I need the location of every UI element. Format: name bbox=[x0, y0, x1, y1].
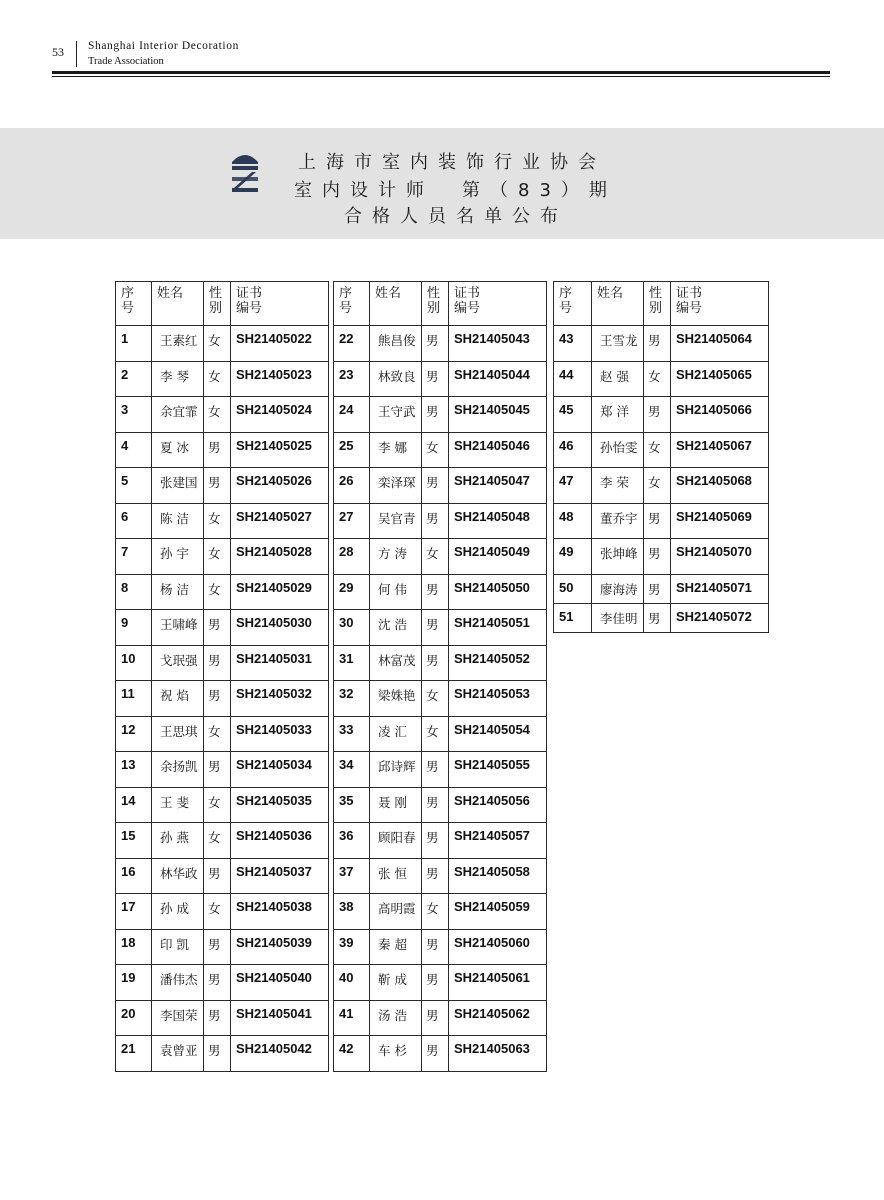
gender-cell: 男 bbox=[204, 610, 231, 646]
name-cell: 余宜霏 bbox=[152, 397, 204, 433]
cert-number-cell: SH21405025 bbox=[231, 432, 329, 468]
seq-cell: 47 bbox=[554, 468, 592, 504]
table-row bbox=[334, 574, 547, 610]
name-cell: 廖海涛 bbox=[592, 574, 644, 603]
seq-cell: 1 bbox=[116, 326, 152, 362]
gender-cell: 男 bbox=[204, 432, 231, 468]
gender-cell: 女 bbox=[644, 361, 671, 397]
name-cell: 杨 洁 bbox=[152, 574, 204, 610]
name-cell: 王啸峰 bbox=[152, 610, 204, 646]
name-cell: 孙 燕 bbox=[152, 823, 204, 859]
table-row bbox=[554, 539, 769, 575]
name-cell: 李佳明 bbox=[592, 603, 644, 632]
gender-cell: 男 bbox=[422, 752, 449, 788]
cert-number-cell: SH21405051 bbox=[449, 610, 547, 646]
seq-cell: 35 bbox=[334, 787, 370, 823]
name-cell: 梁姝艳 bbox=[370, 681, 422, 717]
name-cell: 陈 洁 bbox=[152, 503, 204, 539]
page-number: 53 bbox=[52, 45, 64, 59]
table-row bbox=[116, 752, 329, 788]
name-cell: 李 琴 bbox=[152, 361, 204, 397]
gender-cell: 男 bbox=[422, 574, 449, 610]
cert-number-cell: SH21405049 bbox=[449, 539, 547, 575]
name-cell: 熊昌俊 bbox=[370, 326, 422, 362]
table-row bbox=[554, 468, 769, 504]
seq-cell: 12 bbox=[116, 716, 152, 752]
table-row bbox=[116, 397, 329, 433]
gender-cell: 男 bbox=[204, 681, 231, 717]
table-row bbox=[554, 432, 769, 468]
name-cell: 孙怡雯 bbox=[592, 432, 644, 468]
table-row bbox=[116, 929, 329, 965]
gender-cell: 男 bbox=[422, 610, 449, 646]
gender-cell: 女 bbox=[204, 361, 231, 397]
cert-number-cell: SH21405047 bbox=[449, 468, 547, 504]
cert-number-cell: SH21405070 bbox=[671, 539, 769, 575]
cert-number-cell: SH21405048 bbox=[449, 503, 547, 539]
name-cell: 秦 超 bbox=[370, 929, 422, 965]
table-row bbox=[334, 787, 547, 823]
seq-cell: 31 bbox=[334, 645, 370, 681]
association-logo-icon bbox=[226, 150, 264, 194]
gender-cell: 男 bbox=[422, 787, 449, 823]
cert-number-cell: SH21405023 bbox=[231, 361, 329, 397]
gender-cell: 女 bbox=[422, 894, 449, 930]
seq-cell: 37 bbox=[334, 858, 370, 894]
header-row bbox=[554, 282, 769, 326]
title-line-2: 室内设计师 第（83）期 bbox=[294, 180, 617, 201]
seq-cell: 7 bbox=[116, 539, 152, 575]
gender-cell: 男 bbox=[644, 503, 671, 539]
seq-cell: 41 bbox=[334, 1000, 370, 1036]
gender-cell: 男 bbox=[644, 326, 671, 362]
cert-number-cell: SH21405065 bbox=[671, 361, 769, 397]
gender-cell: 男 bbox=[204, 965, 231, 1001]
table-row bbox=[116, 361, 329, 397]
name-cell: 夏 冰 bbox=[152, 432, 204, 468]
cert-number-cell: SH21405031 bbox=[231, 645, 329, 681]
name-cell: 王雪龙 bbox=[592, 326, 644, 362]
table-row bbox=[334, 752, 547, 788]
gender-cell: 男 bbox=[422, 858, 449, 894]
cert-number-cell: SH21405024 bbox=[231, 397, 329, 433]
seq-cell: 32 bbox=[334, 681, 370, 717]
seq-cell: 11 bbox=[116, 681, 152, 717]
cert-number-cell: SH21405058 bbox=[449, 858, 547, 894]
name-cell: 孙 宇 bbox=[152, 539, 204, 575]
header-gender: 性 别 bbox=[644, 282, 671, 326]
seq-cell: 30 bbox=[334, 610, 370, 646]
table-row bbox=[554, 326, 769, 362]
cert-number-cell: SH21405053 bbox=[449, 681, 547, 717]
cert-number-cell: SH21405057 bbox=[449, 823, 547, 859]
name-cell: 栾泽琛 bbox=[370, 468, 422, 504]
table-row bbox=[554, 603, 769, 632]
seq-cell: 36 bbox=[334, 823, 370, 859]
gender-cell: 女 bbox=[644, 432, 671, 468]
table-row bbox=[116, 645, 329, 681]
table-row bbox=[116, 716, 329, 752]
seq-cell: 21 bbox=[116, 1036, 152, 1072]
gender-cell: 女 bbox=[204, 539, 231, 575]
cert-number-cell: SH21405044 bbox=[449, 361, 547, 397]
gender-cell: 男 bbox=[422, 1036, 449, 1072]
seq-cell: 45 bbox=[554, 397, 592, 433]
header-row bbox=[116, 282, 329, 326]
seq-cell: 9 bbox=[116, 610, 152, 646]
seq-cell: 28 bbox=[334, 539, 370, 575]
cert-number-cell: SH21405055 bbox=[449, 752, 547, 788]
cert-number-cell: SH21405028 bbox=[231, 539, 329, 575]
seq-cell: 42 bbox=[334, 1036, 370, 1072]
cert-number-cell: SH21405064 bbox=[671, 326, 769, 362]
header-divider bbox=[76, 41, 77, 67]
seq-cell: 44 bbox=[554, 361, 592, 397]
gender-cell: 男 bbox=[204, 752, 231, 788]
cert-number-cell: SH21405035 bbox=[231, 787, 329, 823]
table-row bbox=[334, 361, 547, 397]
cert-number-cell: SH21405037 bbox=[231, 858, 329, 894]
header-row bbox=[334, 282, 547, 326]
cert-number-cell: SH21405061 bbox=[449, 965, 547, 1001]
cert-number-cell: SH21405054 bbox=[449, 716, 547, 752]
seq-cell: 24 bbox=[334, 397, 370, 433]
cert-number-cell: SH21405069 bbox=[671, 503, 769, 539]
name-cell: 王思琪 bbox=[152, 716, 204, 752]
header-rule-thin bbox=[52, 76, 830, 77]
seq-cell: 17 bbox=[116, 894, 152, 930]
table-row bbox=[116, 574, 329, 610]
seq-cell: 22 bbox=[334, 326, 370, 362]
seq-cell: 19 bbox=[116, 965, 152, 1001]
table-row bbox=[116, 1000, 329, 1036]
table-row bbox=[334, 432, 547, 468]
table-row bbox=[334, 645, 547, 681]
cert-number-cell: SH21405034 bbox=[231, 752, 329, 788]
cert-number-cell: SH21405046 bbox=[449, 432, 547, 468]
name-cell: 吴官青 bbox=[370, 503, 422, 539]
table-row bbox=[116, 965, 329, 1001]
cert-number-cell: SH21405027 bbox=[231, 503, 329, 539]
seq-cell: 43 bbox=[554, 326, 592, 362]
cert-number-cell: SH21405063 bbox=[449, 1036, 547, 1072]
header-rule-thick bbox=[52, 71, 830, 74]
cert-number-cell: SH21405029 bbox=[231, 574, 329, 610]
table-row bbox=[116, 610, 329, 646]
seq-cell: 18 bbox=[116, 929, 152, 965]
gender-cell: 男 bbox=[422, 965, 449, 1001]
cert-number-cell: SH21405072 bbox=[671, 603, 769, 632]
gender-cell: 男 bbox=[644, 603, 671, 632]
cert-number-cell: SH21405033 bbox=[231, 716, 329, 752]
roster-table-2 bbox=[333, 281, 547, 1072]
name-cell: 郑 洋 bbox=[592, 397, 644, 433]
name-cell: 张建国 bbox=[152, 468, 204, 504]
header-seq: 序 号 bbox=[116, 282, 152, 326]
gender-cell: 男 bbox=[422, 326, 449, 362]
table-row bbox=[554, 397, 769, 433]
gender-cell: 女 bbox=[204, 326, 231, 362]
gender-cell: 女 bbox=[204, 503, 231, 539]
header-cert: 证书 编号 bbox=[449, 282, 547, 326]
cert-number-cell: SH21405071 bbox=[671, 574, 769, 603]
gender-cell: 女 bbox=[422, 432, 449, 468]
cert-number-cell: SH21405041 bbox=[231, 1000, 329, 1036]
cert-number-cell: SH21405059 bbox=[449, 894, 547, 930]
name-cell: 张坤峰 bbox=[592, 539, 644, 575]
seq-cell: 26 bbox=[334, 468, 370, 504]
name-cell: 林华政 bbox=[152, 858, 204, 894]
header-name: 姓名 bbox=[370, 282, 422, 326]
cert-number-cell: SH21405050 bbox=[449, 574, 547, 610]
roster-table-1 bbox=[115, 281, 329, 1072]
gender-cell: 男 bbox=[204, 645, 231, 681]
cert-number-cell: SH21405040 bbox=[231, 965, 329, 1001]
gender-cell: 男 bbox=[422, 823, 449, 859]
seq-cell: 34 bbox=[334, 752, 370, 788]
table-row bbox=[334, 894, 547, 930]
name-cell: 凌 汇 bbox=[370, 716, 422, 752]
seq-cell: 14 bbox=[116, 787, 152, 823]
seq-cell: 38 bbox=[334, 894, 370, 930]
header-cert: 证书 编号 bbox=[231, 282, 329, 326]
table-row bbox=[334, 929, 547, 965]
name-cell: 顾阳春 bbox=[370, 823, 422, 859]
table-row bbox=[334, 681, 547, 717]
gender-cell: 女 bbox=[204, 787, 231, 823]
roster-table-3 bbox=[553, 281, 769, 633]
name-cell: 祝 焰 bbox=[152, 681, 204, 717]
cert-number-cell: SH21405067 bbox=[671, 432, 769, 468]
name-cell: 王 斐 bbox=[152, 787, 204, 823]
seq-cell: 33 bbox=[334, 716, 370, 752]
gender-cell: 男 bbox=[422, 503, 449, 539]
table-row bbox=[116, 894, 329, 930]
table-row bbox=[116, 1036, 329, 1072]
header-name: 姓名 bbox=[592, 282, 644, 326]
table-row bbox=[334, 1000, 547, 1036]
cert-number-cell: SH21405042 bbox=[231, 1036, 329, 1072]
cert-number-cell: SH21405043 bbox=[449, 326, 547, 362]
header-name: 姓名 bbox=[152, 282, 204, 326]
table-row bbox=[334, 326, 547, 362]
gender-cell: 男 bbox=[204, 468, 231, 504]
table-row bbox=[334, 1036, 547, 1072]
org-name-line1: Shanghai Interior Decoration bbox=[88, 40, 239, 52]
seq-cell: 8 bbox=[116, 574, 152, 610]
name-cell: 何 伟 bbox=[370, 574, 422, 610]
name-cell: 潘伟杰 bbox=[152, 965, 204, 1001]
cert-number-cell: SH21405060 bbox=[449, 929, 547, 965]
seq-cell: 10 bbox=[116, 645, 152, 681]
seq-cell: 48 bbox=[554, 503, 592, 539]
seq-cell: 4 bbox=[116, 432, 152, 468]
name-cell: 赵 强 bbox=[592, 361, 644, 397]
seq-cell: 13 bbox=[116, 752, 152, 788]
name-cell: 戈珉强 bbox=[152, 645, 204, 681]
cert-number-cell: SH21405030 bbox=[231, 610, 329, 646]
name-cell: 余扬凯 bbox=[152, 752, 204, 788]
table-row bbox=[334, 610, 547, 646]
table-row bbox=[554, 503, 769, 539]
table-row bbox=[554, 361, 769, 397]
name-cell: 王素红 bbox=[152, 326, 204, 362]
table-row bbox=[116, 539, 329, 575]
name-cell: 聂 刚 bbox=[370, 787, 422, 823]
name-cell: 李国荣 bbox=[152, 1000, 204, 1036]
cert-number-cell: SH21405036 bbox=[231, 823, 329, 859]
gender-cell: 女 bbox=[204, 823, 231, 859]
cert-number-cell: SH21405068 bbox=[671, 468, 769, 504]
seq-cell: 20 bbox=[116, 1000, 152, 1036]
table-row bbox=[334, 397, 547, 433]
table-row bbox=[334, 503, 547, 539]
cert-number-cell: SH21405052 bbox=[449, 645, 547, 681]
table-row bbox=[116, 432, 329, 468]
name-cell: 汤 浩 bbox=[370, 1000, 422, 1036]
seq-cell: 39 bbox=[334, 929, 370, 965]
table-row bbox=[334, 468, 547, 504]
gender-cell: 男 bbox=[422, 361, 449, 397]
gender-cell: 女 bbox=[422, 681, 449, 717]
name-cell: 孙 成 bbox=[152, 894, 204, 930]
table-row bbox=[116, 681, 329, 717]
name-cell: 林富茂 bbox=[370, 645, 422, 681]
name-cell: 董乔宇 bbox=[592, 503, 644, 539]
cert-number-cell: SH21405038 bbox=[231, 894, 329, 930]
cert-number-cell: SH21405026 bbox=[231, 468, 329, 504]
name-cell: 高明霞 bbox=[370, 894, 422, 930]
name-cell: 方 涛 bbox=[370, 539, 422, 575]
cert-number-cell: SH21405062 bbox=[449, 1000, 547, 1036]
table-row bbox=[334, 539, 547, 575]
name-cell: 林致良 bbox=[370, 361, 422, 397]
cert-number-cell: SH21405066 bbox=[671, 397, 769, 433]
gender-cell: 男 bbox=[204, 1036, 231, 1072]
gender-cell: 男 bbox=[644, 539, 671, 575]
cert-number-cell: SH21405045 bbox=[449, 397, 547, 433]
seq-cell: 23 bbox=[334, 361, 370, 397]
gender-cell: 男 bbox=[644, 397, 671, 433]
table-row bbox=[116, 468, 329, 504]
header-gender: 性 别 bbox=[204, 282, 231, 326]
name-cell: 车 杉 bbox=[370, 1036, 422, 1072]
table-row bbox=[334, 716, 547, 752]
gender-cell: 男 bbox=[422, 397, 449, 433]
table-row bbox=[334, 965, 547, 1001]
cert-number-cell: SH21405039 bbox=[231, 929, 329, 965]
gender-cell: 男 bbox=[422, 929, 449, 965]
name-cell: 袁曾亚 bbox=[152, 1036, 204, 1072]
org-name-line2: Trade Association bbox=[88, 56, 164, 67]
gender-cell: 女 bbox=[204, 894, 231, 930]
table-row bbox=[334, 823, 547, 859]
seq-cell: 6 bbox=[116, 503, 152, 539]
gender-cell: 男 bbox=[204, 1000, 231, 1036]
gender-cell: 女 bbox=[204, 397, 231, 433]
seq-cell: 3 bbox=[116, 397, 152, 433]
seq-cell: 46 bbox=[554, 432, 592, 468]
seq-cell: 2 bbox=[116, 361, 152, 397]
seq-cell: 49 bbox=[554, 539, 592, 575]
table-row bbox=[116, 823, 329, 859]
seq-cell: 51 bbox=[554, 603, 592, 632]
seq-cell: 40 bbox=[334, 965, 370, 1001]
gender-cell: 女 bbox=[422, 716, 449, 752]
cert-number-cell: SH21405022 bbox=[231, 326, 329, 362]
seq-cell: 5 bbox=[116, 468, 152, 504]
header-seq: 序 号 bbox=[334, 282, 370, 326]
gender-cell: 女 bbox=[204, 716, 231, 752]
gender-cell: 男 bbox=[422, 645, 449, 681]
name-cell: 印 凯 bbox=[152, 929, 204, 965]
name-cell: 邱诗辉 bbox=[370, 752, 422, 788]
table-row bbox=[334, 858, 547, 894]
gender-cell: 女 bbox=[422, 539, 449, 575]
header-gender: 性 别 bbox=[422, 282, 449, 326]
name-cell: 王守武 bbox=[370, 397, 422, 433]
gender-cell: 男 bbox=[422, 468, 449, 504]
name-cell: 沈 浩 bbox=[370, 610, 422, 646]
gender-cell: 男 bbox=[204, 929, 231, 965]
header-cert: 证书 编号 bbox=[671, 282, 769, 326]
seq-cell: 27 bbox=[334, 503, 370, 539]
table-row bbox=[116, 326, 329, 362]
gender-cell: 男 bbox=[422, 1000, 449, 1036]
name-cell: 张 恒 bbox=[370, 858, 422, 894]
gender-cell: 男 bbox=[644, 574, 671, 603]
gender-cell: 女 bbox=[204, 574, 231, 610]
title-line-1: 上海市室内装饰行业协会 bbox=[298, 152, 606, 173]
gender-cell: 男 bbox=[204, 858, 231, 894]
title-line-3: 合格人员名单公布 bbox=[344, 206, 568, 227]
table-row bbox=[116, 787, 329, 823]
cert-number-cell: SH21405056 bbox=[449, 787, 547, 823]
gender-cell: 女 bbox=[644, 468, 671, 504]
cert-number-cell: SH21405032 bbox=[231, 681, 329, 717]
header-seq: 序 号 bbox=[554, 282, 592, 326]
name-cell: 李 荣 bbox=[592, 468, 644, 504]
name-cell: 李 娜 bbox=[370, 432, 422, 468]
seq-cell: 15 bbox=[116, 823, 152, 859]
table-row bbox=[554, 574, 769, 603]
name-cell: 靳 成 bbox=[370, 965, 422, 1001]
seq-cell: 50 bbox=[554, 574, 592, 603]
table-row bbox=[116, 858, 329, 894]
table-row bbox=[116, 503, 329, 539]
seq-cell: 29 bbox=[334, 574, 370, 610]
seq-cell: 16 bbox=[116, 858, 152, 894]
seq-cell: 25 bbox=[334, 432, 370, 468]
